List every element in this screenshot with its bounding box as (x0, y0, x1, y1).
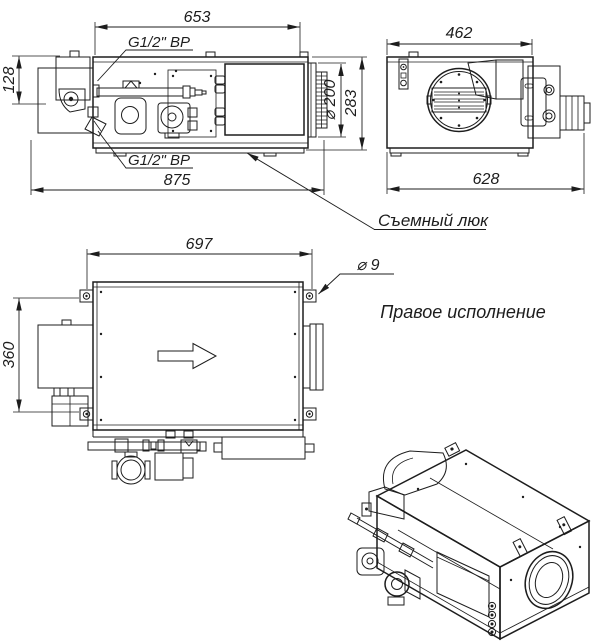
mounting-bracket-bottom-left (80, 408, 93, 420)
iso-right-face (500, 521, 589, 639)
end-view (387, 25, 590, 194)
side-view-casing (93, 52, 308, 156)
fan-motor (468, 60, 523, 99)
iso-intake-scoop (362, 451, 446, 519)
end-view-casing (387, 52, 533, 156)
dim-697: 697 (185, 236, 213, 253)
mixing-valve (115, 98, 146, 134)
top-view-casing (93, 282, 303, 430)
dim-360: 360 (1, 341, 18, 369)
outlet-flange (303, 324, 323, 390)
iso-piping (348, 513, 433, 605)
wall-bracket (399, 59, 408, 89)
dim-diameter-200: ⌀ 200 (322, 79, 339, 121)
port-label-bottom: G1/2" ВР (128, 152, 191, 169)
top-view (1, 236, 394, 484)
mounting-bracket-top-left (80, 290, 93, 302)
dim-128: 128 (1, 66, 18, 94)
orientation-label: Правое исполнение (380, 302, 546, 322)
fan-inlet-section (38, 51, 93, 133)
hole-callout (319, 257, 395, 294)
bottom-piping (88, 430, 314, 484)
iso-bracket-2 (557, 517, 571, 535)
iso-duct-collar (517, 545, 580, 615)
dimension-462 (387, 25, 533, 55)
dimension-128 (1, 56, 60, 104)
dimension-360 (1, 298, 79, 412)
dim-462: 462 (445, 25, 473, 42)
damper-blades (427, 88, 491, 112)
airflow-arrow (158, 344, 216, 369)
port-label-top: G1/2" ВР (128, 34, 191, 51)
dimension-duct-diameter (318, 63, 346, 137)
dim-653: 653 (183, 9, 211, 26)
circulation-pump (158, 103, 197, 138)
dimension-653 (95, 9, 300, 55)
dimension-697 (87, 236, 312, 289)
inlet-box (38, 320, 93, 426)
dim-283: 283 (343, 89, 360, 117)
mounting-bracket-top-right (303, 290, 316, 302)
dim-diameter-9: ⌀ 9 (356, 257, 380, 274)
hatch-callout (247, 153, 489, 230)
iso-bracket-1 (513, 539, 527, 557)
dim-628: 628 (472, 171, 500, 188)
side-view (1, 9, 367, 195)
mounting-bracket-bottom-right (303, 408, 316, 420)
electrical-box (225, 64, 304, 135)
side-pump-assembly (521, 66, 590, 138)
isometric-view (348, 443, 589, 639)
dim-875: 875 (163, 172, 191, 189)
dimension-628 (387, 133, 584, 194)
hatch-label: Съемный люк (378, 211, 489, 230)
